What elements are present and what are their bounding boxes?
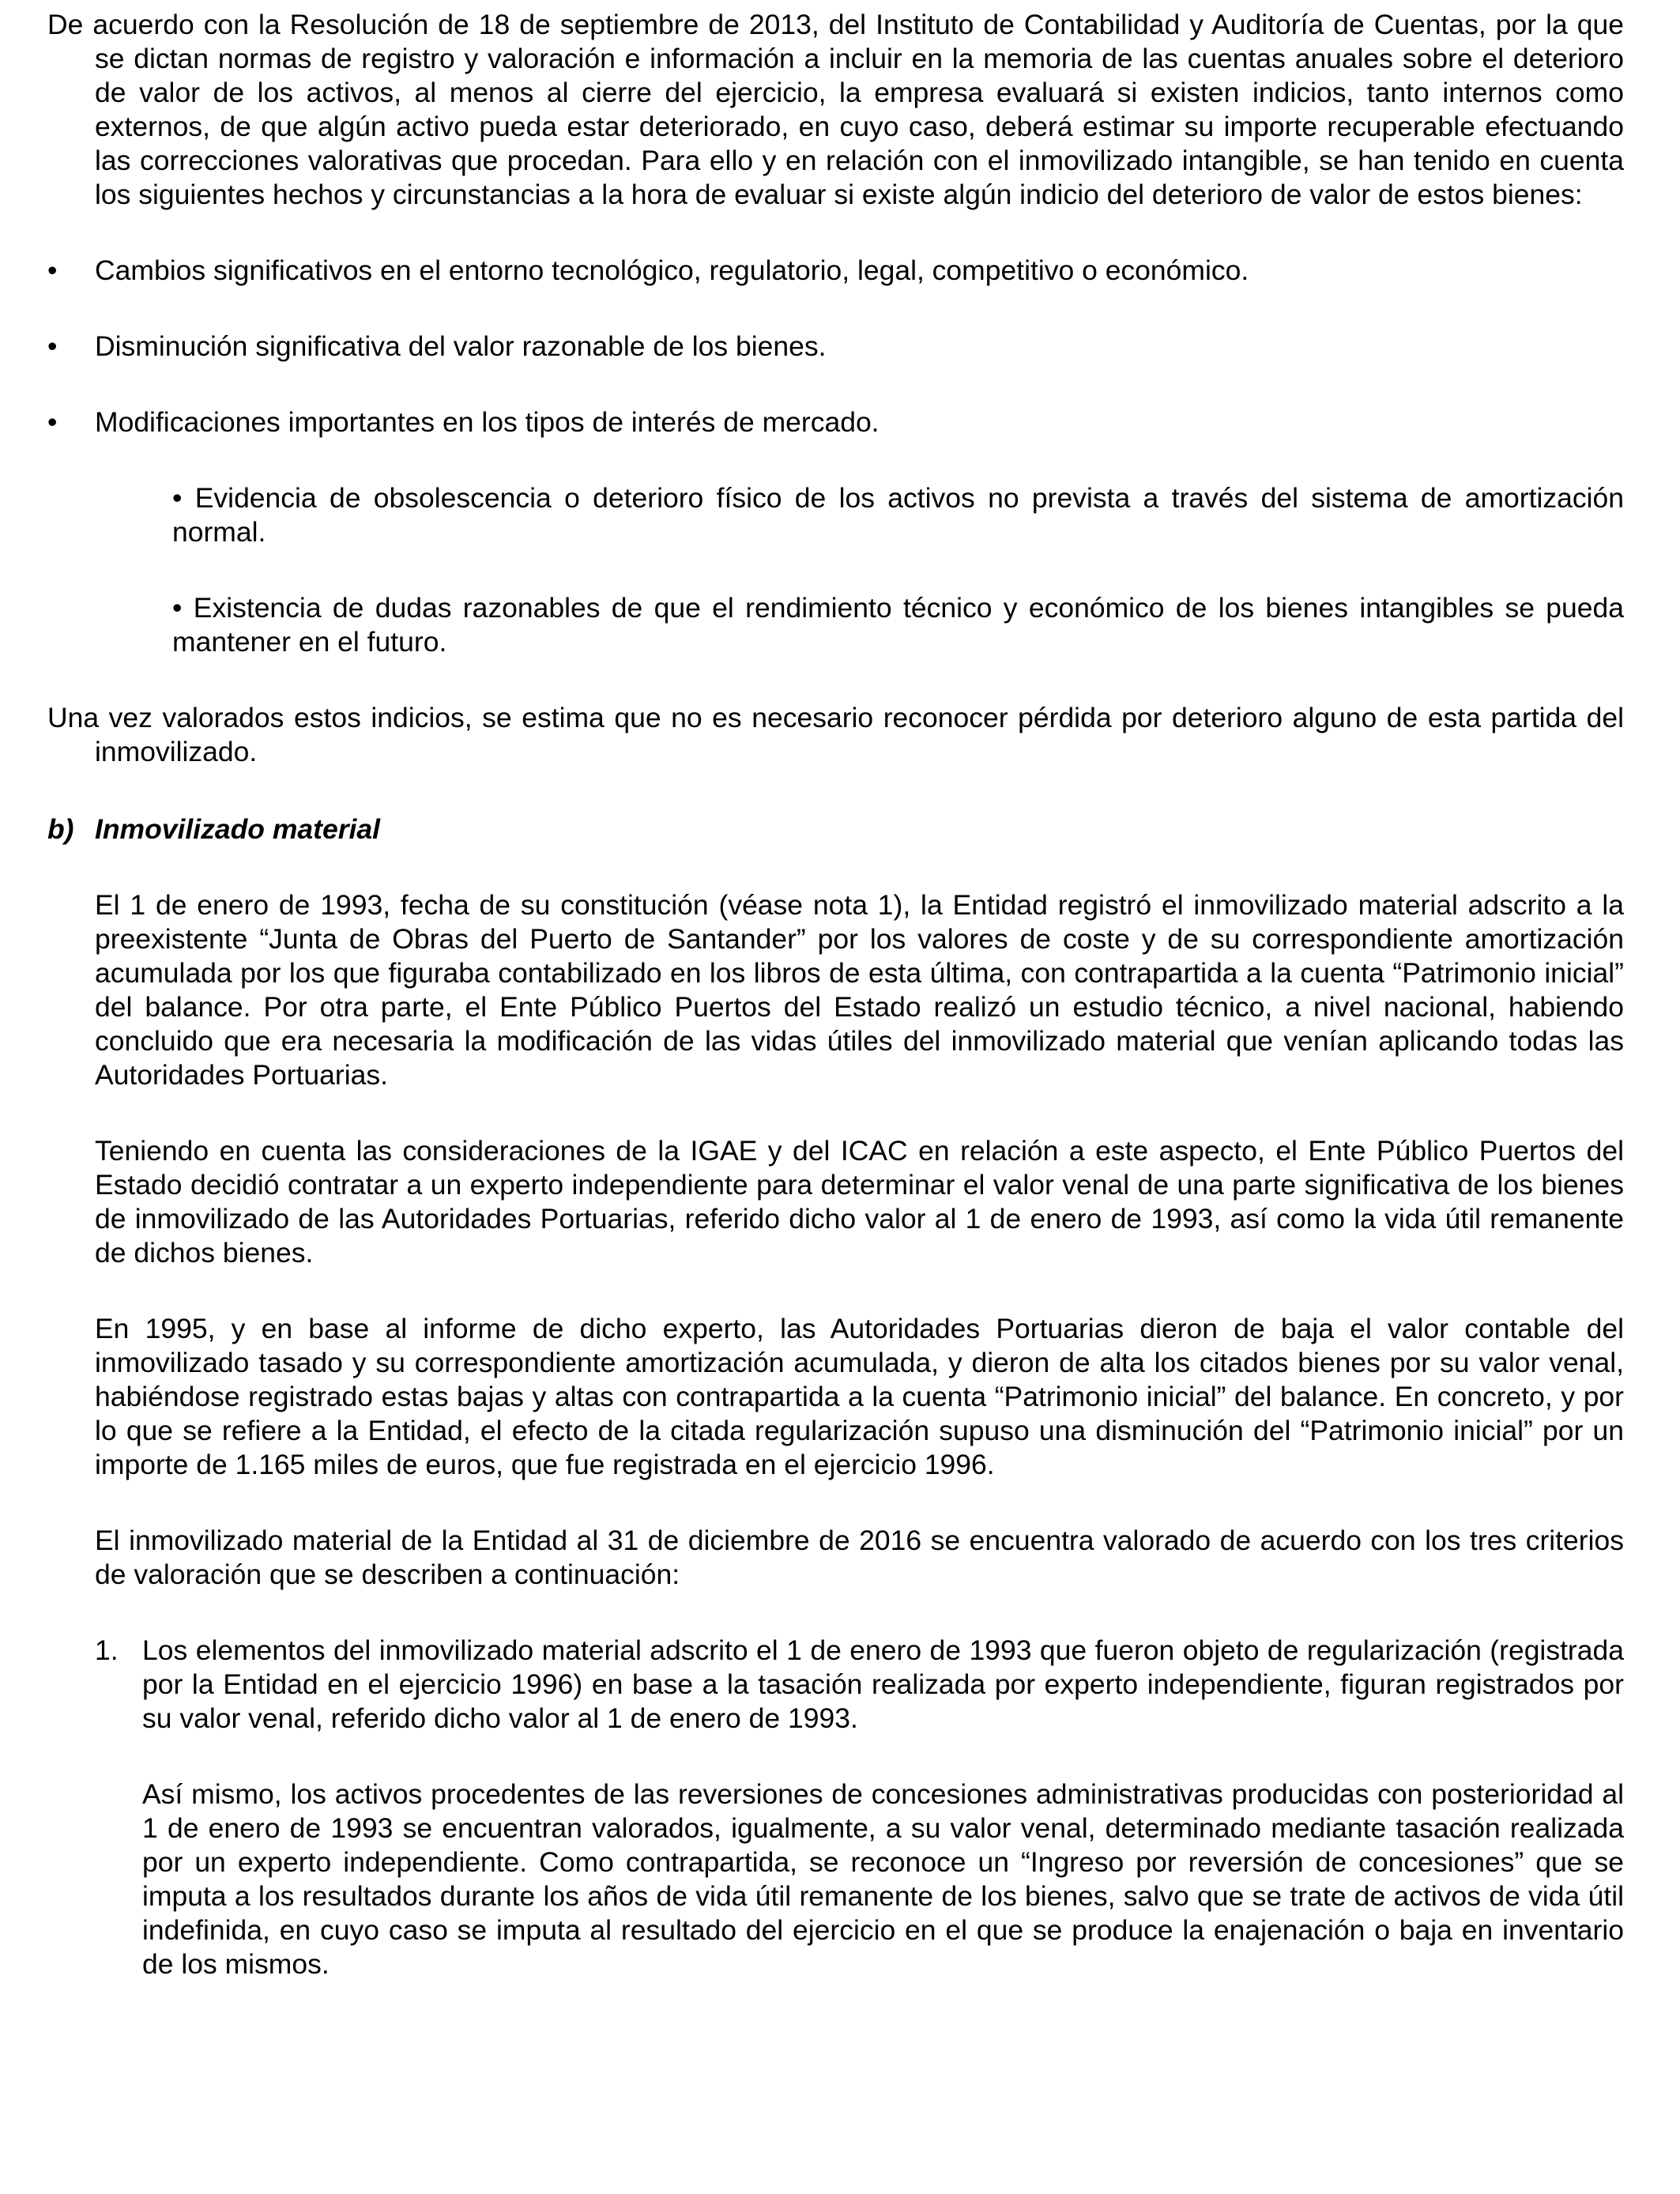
bullet-item	[47, 330, 1624, 364]
bullet-text: Modificaciones importantes en los tipos de interés de mercado.	[95, 406, 880, 438]
body-paragraph: Teniendo en cuenta las consideraciones de la IGAE y del ICAC en relación a este aspecto, el Ente Público Puertos del Estado decidió contratar a un experto independiente para determinar el valor venal de una parte significativa de los bienes de inmovilizado de las Autoridades Portuarias, referido dicho valor al 1 de enero de 1993, así como la vida útil remanente de dichos bienes.	[95, 1135, 1624, 1269]
numbered-item	[95, 1634, 1624, 1736]
bullet-item	[47, 254, 1624, 288]
numbered-item-text: Los elementos del inmovilizado material adscrito el 1 de enero de 1993 que fueron objeto de regularización (registrada por la Entidad en el ejercicio 1996) en base a la tasación realizada por experto independiente, figuran registrados por su valor venal, referido dicho valor al 1 de enero de 1993.	[142, 1634, 1624, 1734]
section-title: Inmovilizado material	[95, 813, 381, 845]
numbered-item-continuation: Así mismo, los activos procedentes de las reversiones de concesiones administrativas producidas con posterioridad al 1 de enero de 1993 se encuentran valorados, igualmente, a su valor venal, determinado mediante tasación realizada por un experto independiente. Como contrapartida, se reconoce un “Ingreso por reversión de concesiones” que se imputa a los resultados durante los años de vida útil remanente de los bienes, salvo que se trate de activos de vida útil indefinida, en cuyo caso se imputa al resultado del ejercicio en el que se produce la enajenación o baja en inventario de los mismos.	[142, 1778, 1624, 1980]
bullet-marker: •	[47, 254, 58, 286]
item-number: 1.	[95, 1634, 119, 1666]
bullet-marker: •	[47, 406, 58, 438]
body-paragraph: En 1995, y en base al informe de dicho experto, las Autoridades Portuarias dieron de baja el valor contable del inmovilizado tasado y su correspondiente amortización acumulada, y dieron de alta los citados bienes por su valor venal, habiéndose registrado estas bajas y altas con contrapartida a la cuenta “Patrimonio inicial” del balance. En concreto, y por lo que se refiere a la Entidad, el efecto de la citada regularización supuso una disminución del “Patrimonio inicial” por un importe de 1.165 miles de euros, que fue registrada en el ejercicio 1996.	[95, 1313, 1624, 1480]
bullet-text: Cambios significativos en el entorno tecnológico, regulatorio, legal, competitivo o económico.	[95, 254, 1249, 286]
document-page	[47, 8, 1624, 1981]
conclusion-paragraph: Una vez valorados estos indicios, se estima que no es necesario reconocer pérdida por deterioro alguno de esta partida del inmovilizado.	[47, 702, 1624, 767]
sub-bullet-item: • Existencia de dudas razonables de que el rendimiento técnico y económico de los bienes intangibles se pueda mantener en el futuro.	[172, 592, 1624, 658]
bullet-text: Disminución significativa del valor razonable de los bienes.	[95, 330, 827, 362]
intro-paragraph: De acuerdo con la Resolución de 18 de septiembre de 2013, del Instituto de Contabilidad y Auditoría de Cuentas, por la que se dictan normas de registro y valoración e información a incluir en la memoria de las cuentas anuales sobre el deterioro de valor de los activos, al menos al cierre del ejercicio, la empresa evaluará si existen indicios, tanto internos como externos, de que algún activo pueda estar deteriorado, en cuyo caso, deberá estimar su importe recuperable efectuando las correcciones valorativas que procedan. Para ello y en relación con el inmovilizado intangible, se han tenido en cuenta los siguientes hechos y circunstancias a la hora de evaluar si existe algún indicio del deterioro de valor de estos bienes:	[47, 9, 1624, 210]
section-marker: b)	[47, 813, 74, 845]
body-paragraph: El 1 de enero de 1993, fecha de su constitución (véase nota 1), la Entidad registró el inmovilizado material adscrito a la preexistente “Junta de Obras del Puerto de Santander” por los valores de coste y de su correspondiente amortización acumulada por los que figuraba contabilizado en los libros de esta última, con contrapartida a la cuenta “Patrimonio inicial” del balance. Por otra parte, el Ente Público Puertos del Estado realizó un estudio técnico, a nivel nacional, habiendo concluido que era necesaria la modificación de las vidas útiles del inmovilizado material que venían aplicando todas las Autoridades Portuarias.	[95, 889, 1624, 1091]
sub-bullet-item: • Evidencia de obsolescencia o deterioro físico de los activos no prevista a través del sistema de amortización normal.	[172, 482, 1624, 548]
bullet-marker: •	[47, 330, 58, 362]
bullet-item	[47, 405, 1624, 439]
section-heading	[47, 812, 1624, 846]
body-paragraph: El inmovilizado material de la Entidad al 31 de diciembre de 2016 se encuentra valorado de acuerdo con los tres criterios de valoración que se describen a continuación:	[95, 1525, 1624, 1590]
